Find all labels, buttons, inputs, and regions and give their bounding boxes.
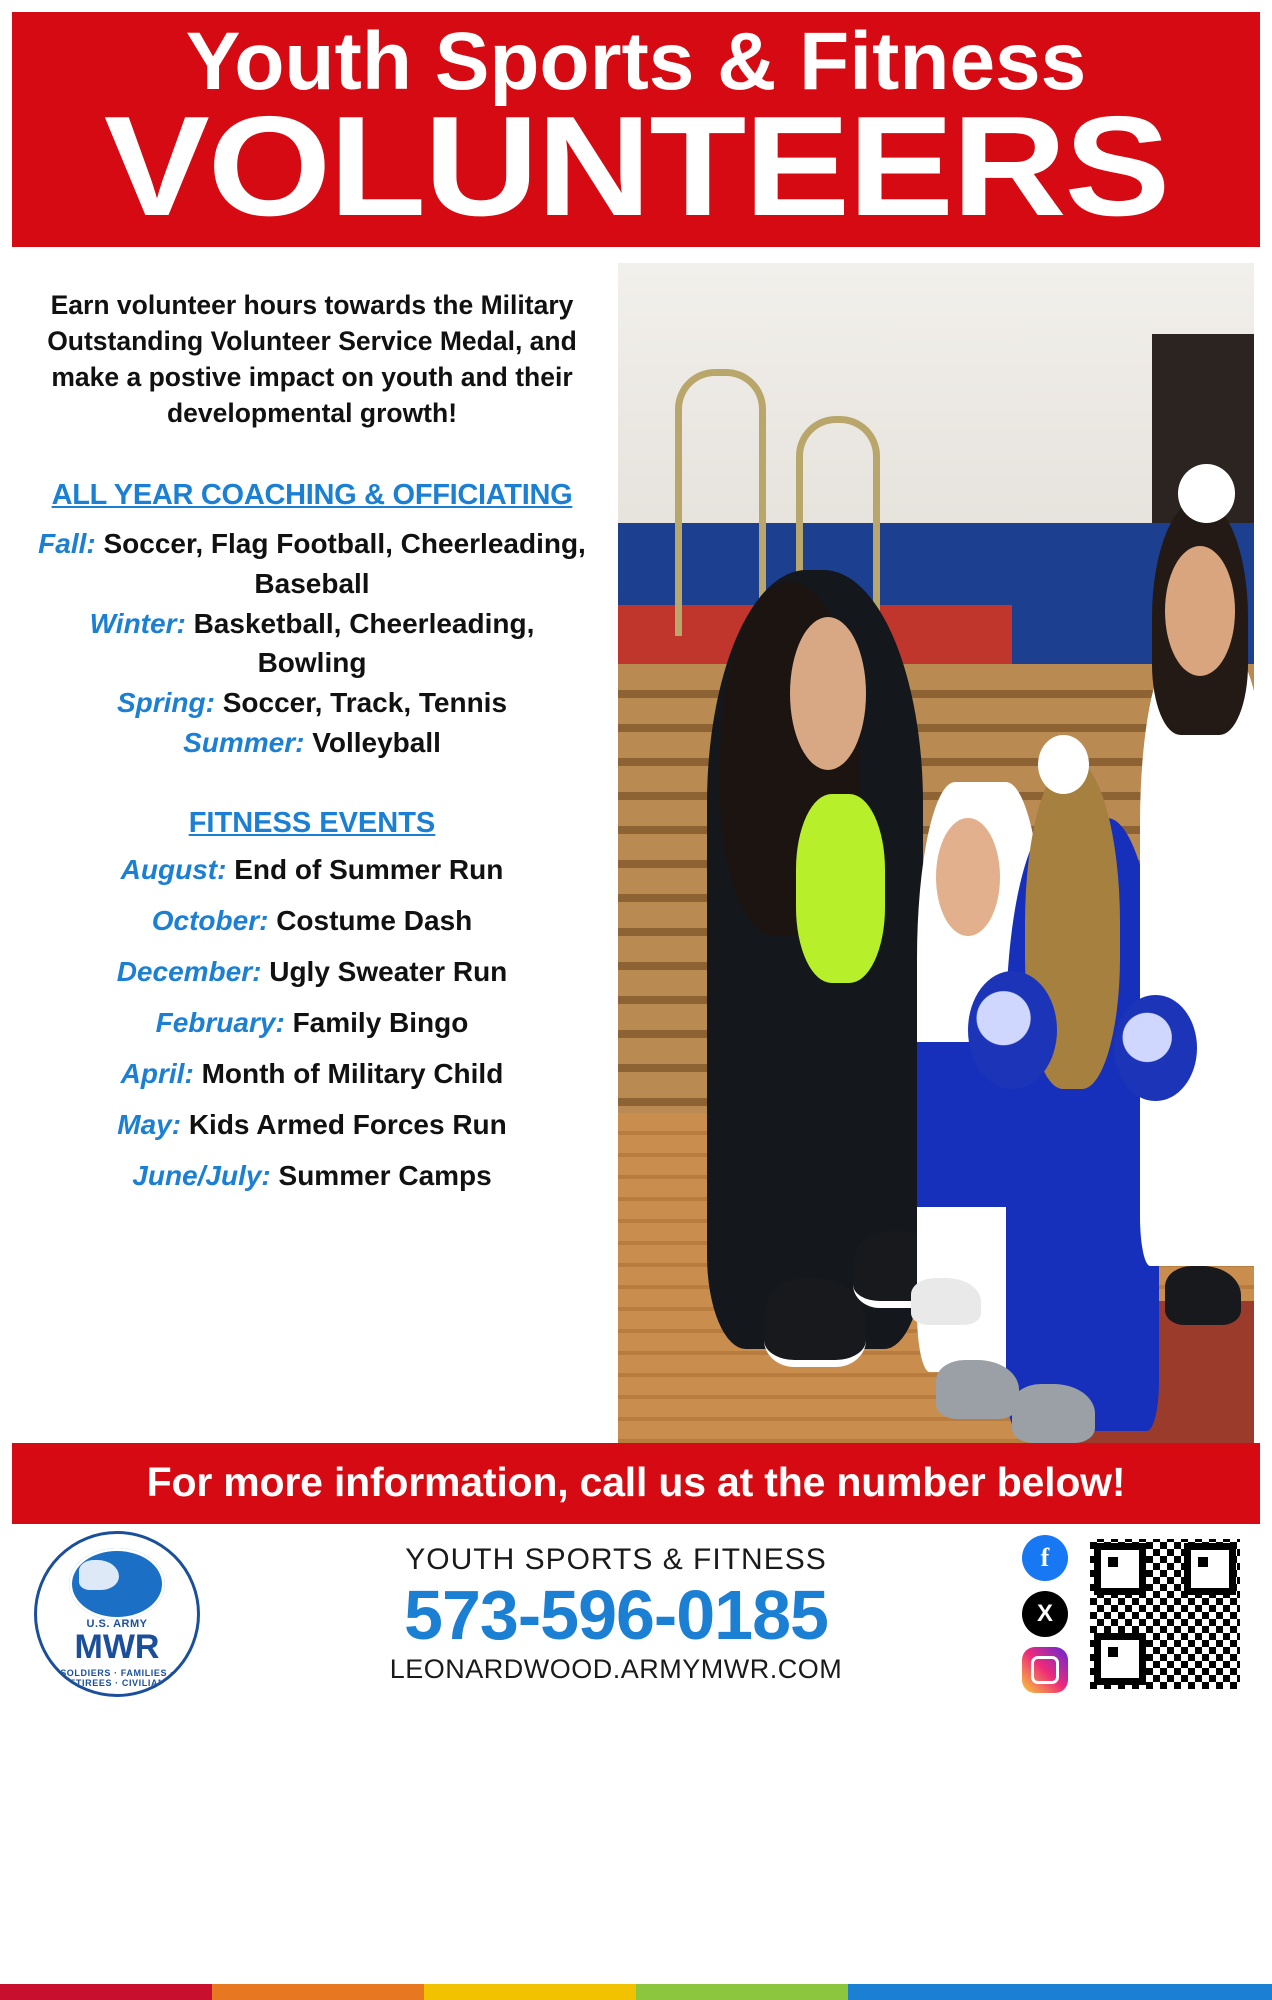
globe-icon bbox=[69, 1548, 165, 1620]
logo-area bbox=[12, 1531, 222, 1697]
photo-sneaker bbox=[936, 1360, 1019, 1419]
logo-army-label: U.S. ARMY bbox=[86, 1617, 148, 1630]
content-column bbox=[12, 263, 612, 1427]
event-value: Month of Military Child bbox=[201, 1057, 504, 1089]
event-item bbox=[36, 1006, 588, 1038]
coaching-season-list bbox=[36, 524, 588, 763]
event-label: June/July: bbox=[132, 1159, 271, 1191]
event-value: Family Bingo bbox=[292, 1006, 469, 1038]
header-title-line2: VOLUNTEERS bbox=[103, 87, 1169, 247]
bottom-color-stripe bbox=[0, 1984, 1272, 2000]
season-label: Spring: bbox=[116, 687, 215, 719]
mwr-logo-text bbox=[37, 1618, 197, 1664]
season-value: Soccer, Track, Tennis bbox=[222, 687, 508, 719]
season-label: Winter: bbox=[89, 607, 186, 639]
photo-cheerleader bbox=[1140, 652, 1254, 1266]
photo-cheerleader-face bbox=[1165, 546, 1235, 676]
phone-number[interactable]: 573-596-0185 bbox=[404, 1575, 828, 1654]
contact-block bbox=[222, 1542, 1010, 1685]
event-item bbox=[36, 1159, 588, 1191]
season-item bbox=[36, 723, 588, 763]
coaching-section-title: ALL YEAR COACHING & OFFICIATING bbox=[51, 479, 573, 512]
call-to-action-bar: For more information, call us at the number below! bbox=[12, 1443, 1260, 1524]
contact-title: YOUTH SPORTS & FITNESS bbox=[405, 1542, 827, 1576]
event-value: Costume Dash bbox=[276, 904, 473, 936]
season-label: Fall: bbox=[38, 528, 96, 560]
event-label: December: bbox=[116, 955, 262, 987]
logo-mwr-label: MWR bbox=[74, 1627, 160, 1666]
season-value: Basketball, Cheerleading, Bowling bbox=[193, 607, 535, 679]
photo-sneaker bbox=[1012, 1384, 1095, 1443]
photo-coach-shoe bbox=[764, 1278, 866, 1368]
photo-pompom bbox=[1114, 995, 1197, 1101]
event-item bbox=[36, 1108, 588, 1140]
fitness-section-title: FITNESS EVENTS bbox=[188, 806, 436, 839]
event-item bbox=[36, 955, 588, 987]
season-item bbox=[36, 683, 588, 723]
poster-footer bbox=[12, 1524, 1260, 1704]
event-value: Summer Camps bbox=[278, 1159, 492, 1191]
gym-photo bbox=[618, 263, 1254, 1443]
event-label: May: bbox=[117, 1108, 182, 1140]
logo-ring-text: SOLDIERS · FAMILIES · RETIREES · CIVILIANS bbox=[60, 1667, 174, 1688]
mwr-logo bbox=[34, 1531, 200, 1697]
event-item bbox=[36, 853, 588, 885]
poster-header bbox=[12, 12, 1260, 247]
header-title-line1: Youth Sports & Fitness bbox=[185, 16, 1087, 107]
photo-coach-face bbox=[790, 617, 866, 770]
event-label: August: bbox=[120, 853, 227, 885]
event-label: April: bbox=[120, 1057, 194, 1089]
season-value: Volleyball bbox=[312, 726, 441, 758]
season-item bbox=[36, 604, 588, 684]
season-item bbox=[36, 524, 588, 604]
fitness-events-list bbox=[36, 853, 588, 1191]
photo-sneaker bbox=[911, 1278, 981, 1325]
event-label: October: bbox=[151, 904, 269, 936]
qr-area bbox=[1080, 1539, 1260, 1689]
facebook-icon[interactable]: f bbox=[1022, 1535, 1068, 1581]
event-value: End of Summer Run bbox=[234, 853, 504, 885]
photo-cheerleader-face bbox=[936, 818, 1000, 936]
event-label: February: bbox=[155, 1006, 285, 1038]
social-icons bbox=[1010, 1535, 1080, 1693]
photo-cheer-bow bbox=[1038, 735, 1089, 794]
photo-sneaker bbox=[1165, 1266, 1241, 1325]
season-value: Soccer, Flag Football, Cheerleading, Baseball bbox=[103, 528, 586, 599]
website-url[interactable]: LEONARDWOOD.ARMYMWR.COM bbox=[389, 1654, 843, 1685]
season-label: Summer: bbox=[183, 726, 305, 758]
qr-code-icon[interactable] bbox=[1090, 1539, 1240, 1689]
photo-coach-sleeve bbox=[796, 794, 885, 983]
photo-cheer-bow bbox=[1178, 464, 1235, 523]
photo-pompom bbox=[968, 971, 1057, 1089]
poster-body bbox=[12, 247, 1260, 1427]
event-value: Ugly Sweater Run bbox=[269, 955, 508, 987]
event-value: Kids Armed Forces Run bbox=[188, 1108, 507, 1140]
event-item bbox=[36, 904, 588, 936]
instagram-icon[interactable] bbox=[1022, 1647, 1068, 1693]
x-twitter-icon[interactable]: X bbox=[1022, 1591, 1068, 1637]
event-item bbox=[36, 1057, 588, 1089]
photo-bleacher-rail bbox=[675, 369, 765, 636]
intro-paragraph: Earn volunteer hours towards the Military Outstanding Volunteer Service Medal, and make a postive impact on youth and their developmental growth! bbox=[47, 289, 577, 429]
